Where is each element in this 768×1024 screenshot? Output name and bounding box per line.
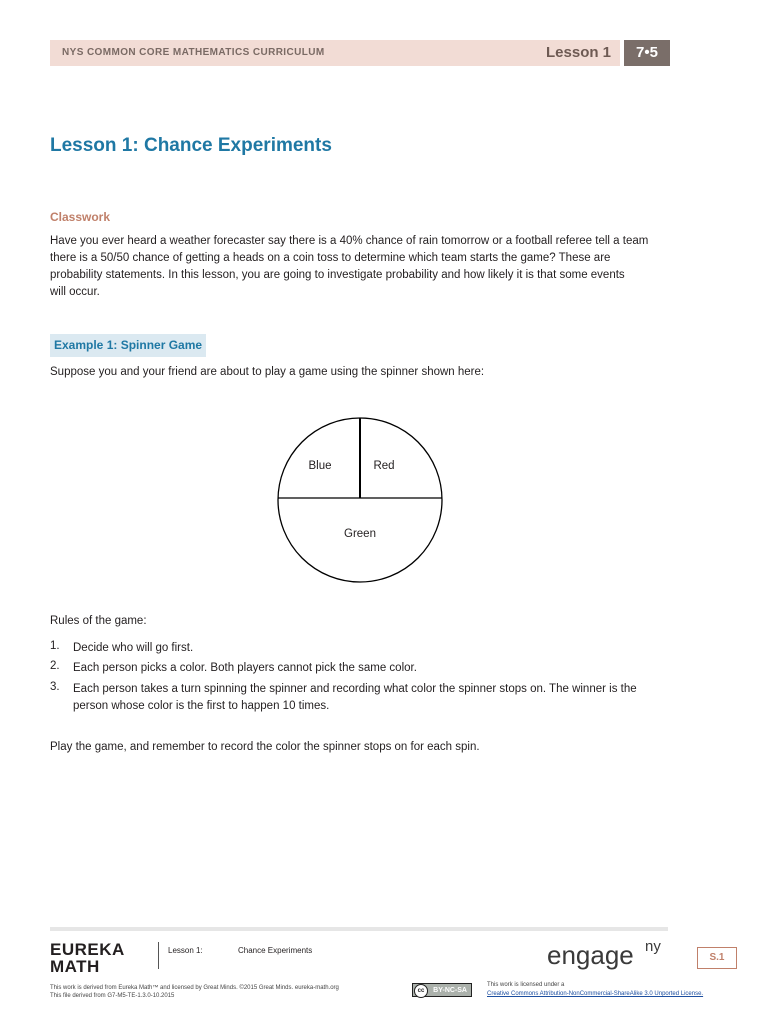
rule-line: person whose color is the first to happen 10 times.: [73, 700, 330, 712]
spinner-label-red: Red: [373, 460, 395, 472]
rule-text: [73, 660, 673, 677]
paragraph-line: probability statements. In this lesson, you are going to investigate probability and how likely it is that some events: [50, 269, 625, 281]
logo-line-1: EUREKA: [50, 940, 125, 959]
license-link[interactable]: Creative Commons Attribution-NonCommercial-ShareAlike 3.0 Unported License.: [487, 991, 704, 997]
license-text: This work is licensed under a: [487, 982, 565, 988]
classwork-paragraph: [50, 233, 670, 301]
eureka-math-logo: [50, 941, 125, 975]
file-notice: This file derived from G7-M5-TE-1.3.0-10.2015: [50, 993, 175, 999]
rule-line: Each person takes a turn spinning the spinner and recording what color the spinner stops on. The winner is the: [73, 683, 637, 695]
engage-ny-superscript: ny: [645, 938, 661, 955]
paragraph-line: will occur.: [50, 286, 100, 298]
footer-divider: [158, 942, 159, 969]
rule-number: 1.: [50, 640, 60, 652]
footer-topic: Chance Experiments: [238, 946, 313, 955]
rule-line: Each person picks a color. Both players cannot pick the same color.: [73, 662, 417, 674]
derived-notice: This work is derived from Eureka Math™ and licensed by Great Minds. ©2015 Great Minds. eureka-math.org: [50, 985, 339, 991]
logo-line-2: MATH: [50, 957, 100, 976]
footer-rule: [50, 927, 668, 931]
example-heading: Example 1: Spinner Game: [54, 338, 203, 352]
example-intro: Suppose you and your friend are about to play a game using the spinner shown here:: [50, 366, 485, 378]
grade-module-badge: 7•5: [624, 40, 670, 66]
rule-text: [73, 681, 673, 715]
rule-number: 3.: [50, 681, 60, 693]
spinner-diagram: [276, 412, 444, 588]
engage-ny-logo: engage: [547, 940, 634, 970]
paragraph-line: there is a 50/50 chance of getting a heads on a coin toss to determine which team starts the game? These are: [50, 252, 611, 264]
creative-commons-icon: cc: [414, 984, 428, 998]
classwork-heading: Classwork: [50, 210, 111, 224]
rule-line: Decide who will go first.: [73, 642, 194, 654]
rules-heading: Rules of the game:: [50, 615, 147, 627]
curriculum-title: NYS COMMON CORE MATHEMATICS CURRICULUM: [62, 47, 325, 58]
spinner-label-blue: Blue: [308, 460, 332, 472]
footer-lesson: Lesson 1:: [168, 946, 203, 955]
play-instruction: Play the game, and remember to record the color the spinner stops on for each spin.: [50, 741, 480, 753]
spinner-label-green: Green: [344, 528, 376, 540]
page-title: Lesson 1: Chance Experiments: [50, 135, 332, 156]
rule-number: 2.: [50, 660, 60, 672]
cc-license-badge: BY-NC-SA: [412, 983, 472, 997]
paragraph-line: Have you ever heard a weather forecaster say there is a 40% chance of rain tomorrow or a football referee tell a team: [50, 235, 649, 247]
header-lesson: Lesson 1: [546, 44, 612, 61]
rule-text: [73, 640, 673, 657]
page-number: S.1: [709, 952, 725, 963]
